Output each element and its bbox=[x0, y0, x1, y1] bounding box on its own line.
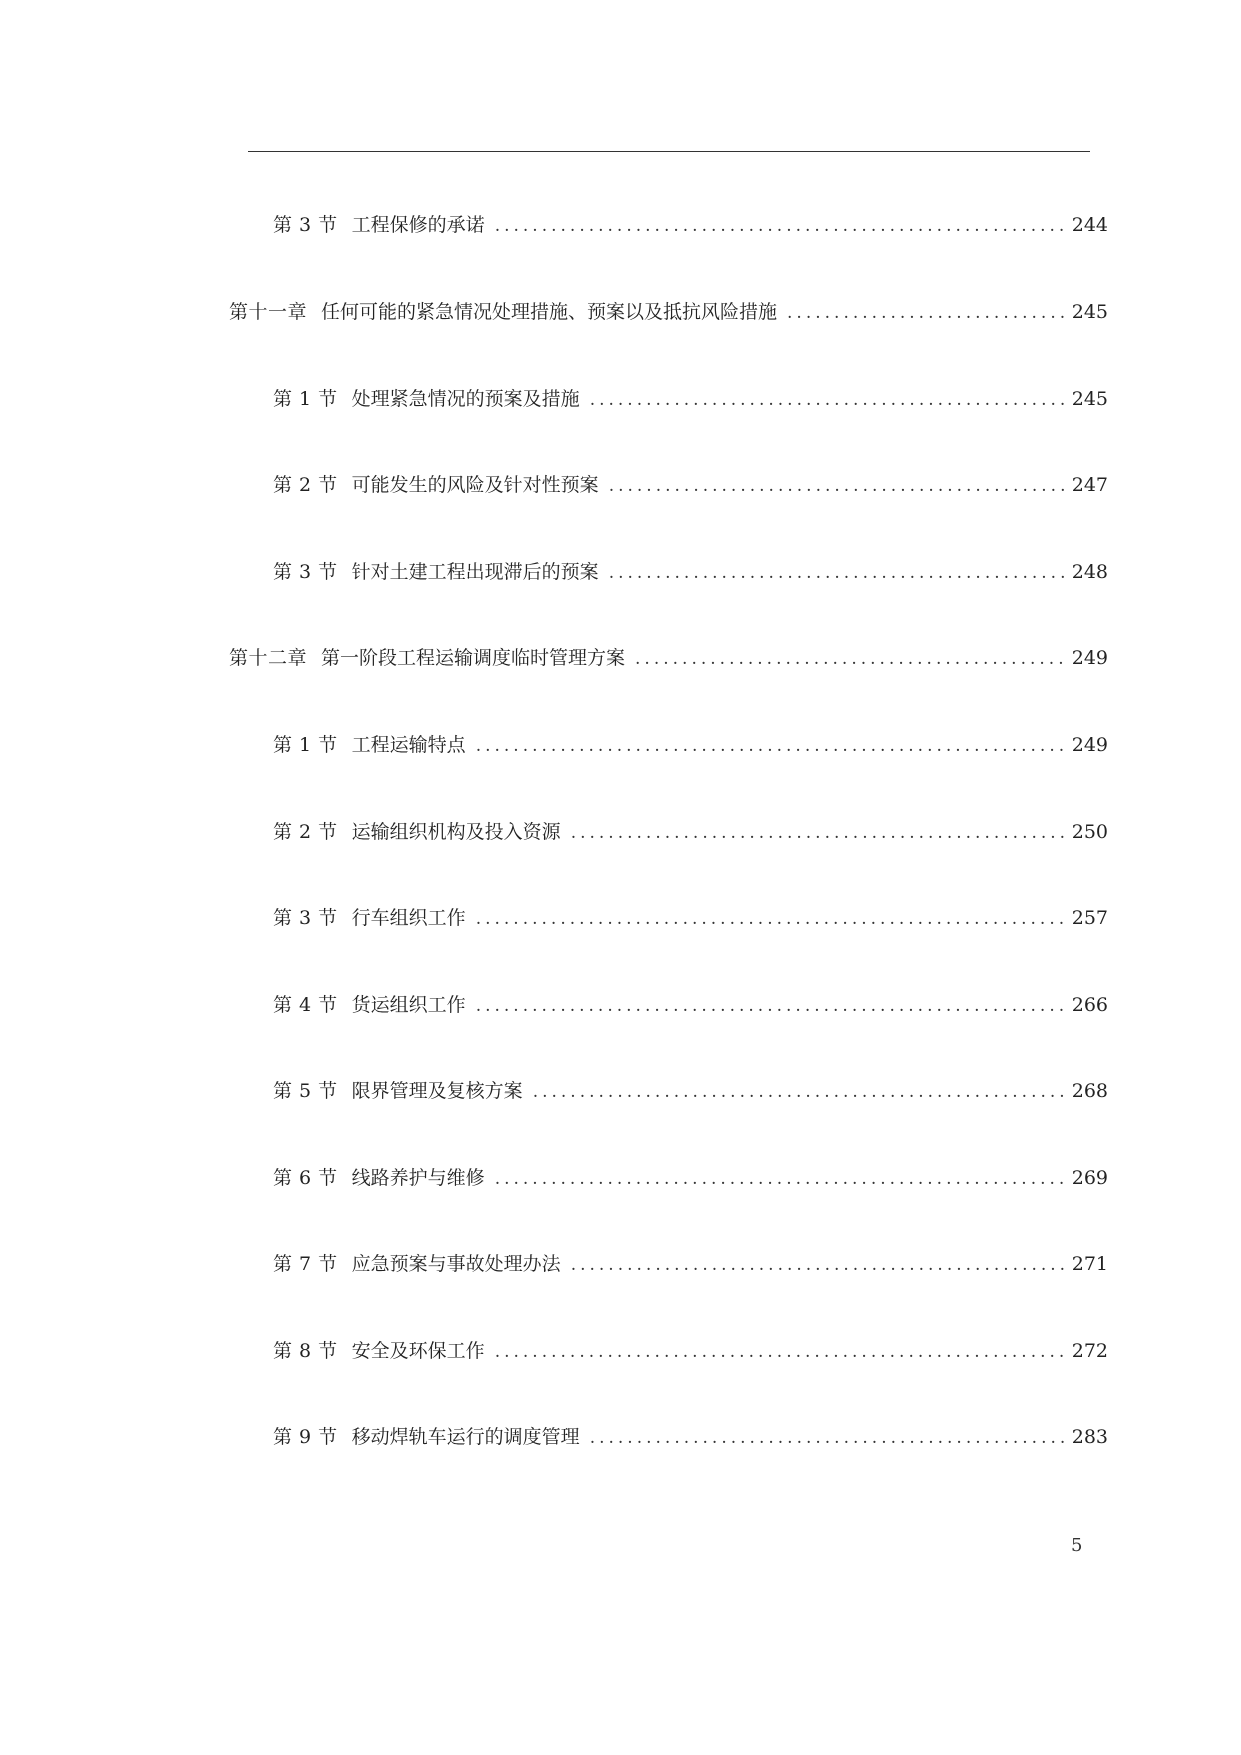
toc-entry-page: 247 bbox=[1071, 474, 1108, 496]
toc-entry[interactable] bbox=[273, 210, 1108, 240]
toc-entry-number: 第十二章 bbox=[229, 647, 308, 669]
toc-dot-leader bbox=[590, 385, 1068, 415]
toc-entry-number: 第 7 节 bbox=[273, 1253, 338, 1275]
toc-entry-number: 第 3 节 bbox=[273, 214, 338, 236]
toc-entry-number: 第 8 节 bbox=[273, 1340, 338, 1362]
toc-entry-number: 第 3 节 bbox=[273, 561, 338, 583]
toc-entry-page: 245 bbox=[1071, 388, 1108, 410]
toc-dot-leader bbox=[476, 991, 1068, 1021]
toc-entry-title: 针对土建工程出现滞后的预案 bbox=[351, 561, 599, 583]
toc-dot-leader bbox=[533, 1077, 1068, 1107]
toc-entry-number: 第 1 节 bbox=[273, 388, 338, 410]
toc-entry[interactable] bbox=[229, 297, 1108, 327]
toc-entry-page: 244 bbox=[1071, 214, 1108, 236]
toc-entry-page: 266 bbox=[1071, 994, 1108, 1016]
toc-entry[interactable] bbox=[273, 470, 1108, 500]
toc-entry[interactable] bbox=[273, 1336, 1108, 1366]
toc-entry[interactable] bbox=[273, 1163, 1108, 1193]
toc-entry-number: 第 9 节 bbox=[273, 1426, 338, 1448]
toc-entry[interactable] bbox=[273, 1422, 1108, 1452]
toc-entry-title: 行车组织工作 bbox=[351, 907, 466, 929]
toc-entry-page: 283 bbox=[1071, 1426, 1108, 1448]
toc-entry[interactable] bbox=[273, 817, 1108, 847]
toc-entry-page: 249 bbox=[1071, 734, 1108, 756]
toc-entry-title: 任何可能的紧急情况处理措施、预案以及抵抗风险措施 bbox=[321, 301, 778, 323]
toc-entry-number: 第十一章 bbox=[229, 301, 308, 323]
toc-entry-title: 限界管理及复核方案 bbox=[351, 1080, 523, 1102]
toc-entry-title: 移动焊轨车运行的调度管理 bbox=[351, 1426, 580, 1448]
toc-dot-leader bbox=[590, 1423, 1068, 1453]
toc-entry-title: 线路养护与维修 bbox=[351, 1167, 485, 1189]
toc-entry-number: 第 2 节 bbox=[273, 474, 338, 496]
toc-entry-title: 应急预案与事故处理办法 bbox=[351, 1253, 561, 1275]
toc-entry[interactable] bbox=[273, 1249, 1108, 1279]
toc-entry-page: 249 bbox=[1071, 647, 1108, 669]
toc-entry[interactable] bbox=[273, 990, 1108, 1020]
toc-entry-page: 245 bbox=[1071, 301, 1108, 323]
toc-entry-page: 272 bbox=[1071, 1340, 1108, 1362]
toc-entry-number: 第 6 节 bbox=[273, 1167, 338, 1189]
toc-dot-leader bbox=[495, 211, 1068, 241]
toc-dot-leader bbox=[609, 471, 1068, 501]
toc-entry-page: 257 bbox=[1071, 907, 1108, 929]
toc-entry-page: 268 bbox=[1071, 1080, 1108, 1102]
toc-dot-leader bbox=[476, 904, 1068, 934]
toc-entry-number: 第 5 节 bbox=[273, 1080, 338, 1102]
toc-entry-title: 运输组织机构及投入资源 bbox=[351, 821, 561, 843]
toc-entry-number: 第 4 节 bbox=[273, 994, 338, 1016]
toc-entry-title: 安全及环保工作 bbox=[351, 1340, 485, 1362]
toc-entry-title: 第一阶段工程运输调度临时管理方案 bbox=[321, 647, 626, 669]
toc-entry-title: 工程运输特点 bbox=[351, 734, 466, 756]
toc-dot-leader bbox=[635, 644, 1068, 674]
toc-entry[interactable] bbox=[229, 643, 1108, 673]
toc-entry-page: 271 bbox=[1071, 1253, 1108, 1275]
toc-entry-title: 可能发生的风险及针对性预案 bbox=[351, 474, 599, 496]
toc-entry-page: 250 bbox=[1071, 821, 1108, 843]
toc-dot-leader bbox=[571, 818, 1068, 848]
toc-entry-title: 工程保修的承诺 bbox=[351, 214, 485, 236]
toc-dot-leader bbox=[495, 1337, 1068, 1367]
toc-dot-leader bbox=[609, 558, 1068, 588]
toc-entry-page: 248 bbox=[1071, 561, 1108, 583]
toc-dot-leader bbox=[495, 1164, 1068, 1194]
toc-dot-leader bbox=[476, 731, 1068, 761]
toc-entry-number: 第 1 节 bbox=[273, 734, 338, 756]
toc-dot-leader bbox=[787, 298, 1068, 328]
toc-entry[interactable] bbox=[273, 384, 1108, 414]
toc-dot-leader bbox=[571, 1250, 1068, 1280]
toc-entry[interactable] bbox=[273, 730, 1108, 760]
toc-entry-page: 269 bbox=[1071, 1167, 1108, 1189]
toc-entry-title: 货运组织工作 bbox=[351, 994, 466, 1016]
toc-entry[interactable] bbox=[273, 557, 1108, 587]
toc-entry[interactable] bbox=[273, 1076, 1108, 1106]
page-number: 5 bbox=[1071, 1535, 1083, 1556]
toc-entry-number: 第 2 节 bbox=[273, 821, 338, 843]
toc-entry[interactable] bbox=[273, 903, 1108, 933]
toc-entry-number: 第 3 节 bbox=[273, 907, 338, 929]
toc-entry-title: 处理紧急情况的预案及措施 bbox=[351, 388, 580, 410]
